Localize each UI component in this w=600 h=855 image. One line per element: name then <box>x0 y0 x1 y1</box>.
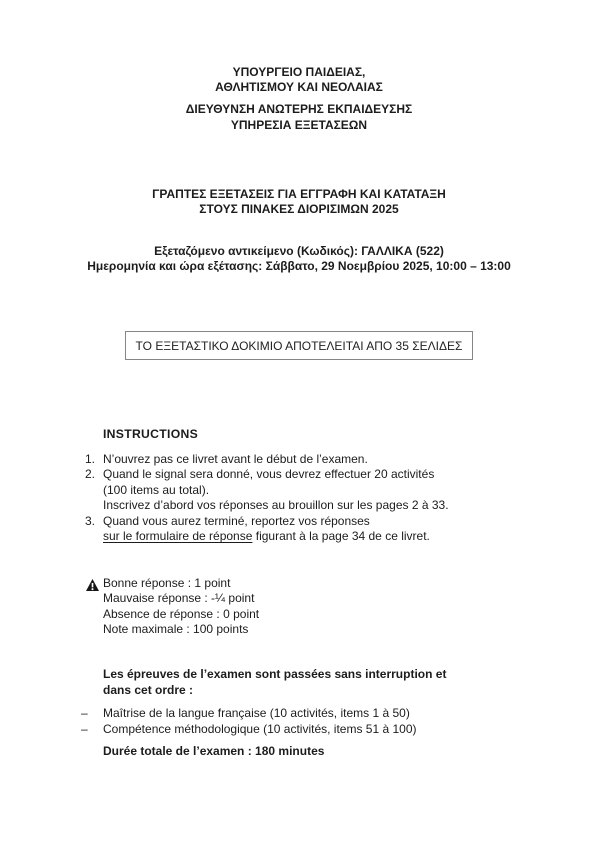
department-line-1: ΔΙΕΥΘΥΝΣΗ ΑΝΩΤΕΡΗΣ ΕΚΠΑΙΔΕΥΣΗΣ <box>185 102 413 117</box>
scoring-block <box>86 576 259 637</box>
order-note-line-2: dans cet ordre : <box>103 682 194 697</box>
instructions-list <box>85 452 555 544</box>
scoring-line-wrong: Mauvaise réponse : -¼ point <box>103 591 255 606</box>
scoring-line-blank: Absence de réponse : 0 point <box>103 606 260 621</box>
instruction-3-line-2-rest: figurant à la page 34 de ce livret. <box>252 529 430 544</box>
instruction-1-line-1: N’ouvrez pas ce livret avant le début de l’examen. <box>103 452 368 466</box>
part-text-methodology: Compétence méthodologique (10 activités, items 51 à 100) <box>103 722 417 736</box>
instruction-2-line-2: (100 items au total). <box>103 482 210 497</box>
scoring-lines <box>103 576 259 637</box>
part-text-language: Maîtrise de la langue française (10 activités, items 1 à 50) <box>103 706 410 720</box>
pages-notice-box <box>125 331 473 360</box>
scoring-line-correct: Bonne réponse : 1 point <box>103 576 231 590</box>
exam-title-line-2: ΣΤΟΥΣ ΠΙΝΑΚΕΣ ΔΙΟΡΙΣΙΜΩΝ 2025 <box>199 202 399 217</box>
exam-order-note <box>103 667 446 698</box>
instruction-number-2: 2. <box>85 467 96 482</box>
exam-title <box>0 187 598 218</box>
instruction-number-3: 3. <box>85 513 96 528</box>
subject-line: Εξεταζόμενο αντικείμενο (Κωδικός): ΓΑΛΛΙΚΑ (522) <box>154 244 444 258</box>
dash-bullet: – <box>81 722 88 736</box>
part-item-language <box>81 705 561 721</box>
exam-title-line-1: ΓΡΑΠΤΕΣ ΕΞΕΤΑΣΕΙΣ ΓΙΑ ΕΓΓΡΑΦΗ ΚΑΙ ΚΑΤΑΤΑΞΗ <box>152 187 446 201</box>
instruction-number-1: 1. <box>85 452 96 466</box>
instruction-item-3 <box>85 514 555 545</box>
ministry-name <box>0 65 598 96</box>
order-note-line-1: Les épreuves de l’examen sont passées sans interruption et <box>103 667 447 681</box>
subject-and-date <box>0 244 598 275</box>
exam-parts-list <box>81 705 561 737</box>
underlined-answer-form-phrase: sur le formulaire de réponse <box>103 529 253 544</box>
scoring-line-max: Note maximale : 100 points <box>103 621 249 636</box>
warning-triangle-icon <box>86 576 103 637</box>
ministry-line-1: ΥΠΟΥΡΓΕΙΟ ΠΑΙΔΕΙΑΣ, <box>232 65 366 79</box>
ministry-line-2: ΑΘΛΗΤΙΣΜΟΥ ΚΑΙ ΝΕΟΛΑΙΑΣ <box>215 80 383 95</box>
department-line-2: ΥΠΗΡΕΣΙΑ ΕΞΕΤΑΣΕΩΝ <box>230 117 368 132</box>
instruction-3-line-2 <box>103 529 555 544</box>
datetime-line: Ημερομηνία και ώρα εξέτασης: Σάββατο, 29 Νοεμβρίου 2025, 10:00 – 13:00 <box>87 259 511 274</box>
exam-duration-line: Durée totale de l’examen : 180 minutes <box>103 744 325 758</box>
instruction-item-1 <box>85 452 555 467</box>
instruction-body-2 <box>103 467 555 513</box>
dash-bullet: – <box>81 706 88 720</box>
instructions-heading: INSTRUCTIONS <box>103 427 199 441</box>
ministry-header <box>0 65 598 133</box>
instruction-body-1 <box>103 452 555 467</box>
pages-notice-text: ΤΟ ΕΞΕΤΑΣΤΙΚΟ ΔΟΚΙΜΙΟ ΑΠΟΤΕΛΕΙΤΑΙ ΑΠΟ 35 ΣΕΛΙΔΕΣ <box>135 338 463 353</box>
instruction-2-line-1: Quand le signal sera donné, vous devrez effectuer 20 activités <box>103 467 435 482</box>
instruction-3-line-1: Quand vous aurez terminé, reportez vos réponses <box>103 513 370 528</box>
instruction-item-2 <box>85 467 555 513</box>
instruction-2-line-3: Inscrivez d’abord vos réponses au brouillon sur les pages 2 à 33. <box>103 498 449 513</box>
part-item-methodology <box>81 721 561 737</box>
instruction-body-3 <box>103 514 555 545</box>
department-name <box>0 102 598 133</box>
